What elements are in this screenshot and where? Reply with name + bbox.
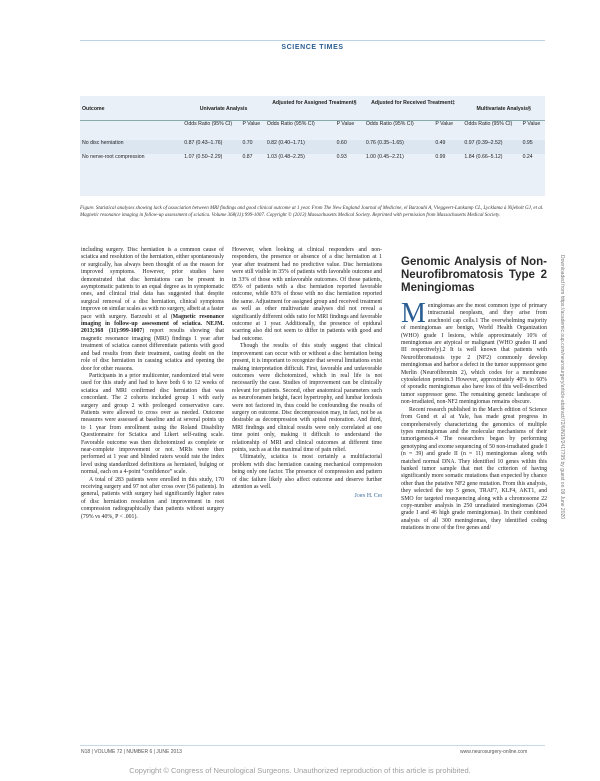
subheader-or: Odds Ratio (95% CI) — [464, 120, 513, 127]
cell-p: 0.93 — [336, 154, 347, 160]
col-header-received: Adjusted for Received Treatment‡ — [371, 100, 456, 106]
cell-p: 0.95 — [522, 140, 533, 146]
footer-rule — [80, 745, 545, 746]
row-outcome: No nerve-root compression — [82, 154, 145, 160]
cell-or: 1.03 (0.48–2.25) — [266, 154, 305, 160]
article-column-3 — [401, 256, 547, 533]
figure-caption: Figure. Statistical analyses showing lack of association between MRI findings and good clinical outcome at 1 year. From The New England Journal of Medicine, el Barzouhi A, Vleggeert-Lankamp CL, Lycklama à Nijeholt GJ, et al. Magnetic resonance imaging in follow-up assessment of sciatica. Volume 368(11):999-1007. Copyright © (2013) Massachusetts Medical Society. Reprinted with permission from Massachusetts Medical Society. — [80, 206, 544, 218]
cell-or: 0.76 (0.35–1.65) — [365, 140, 404, 146]
subheader-p: P Value — [242, 120, 261, 127]
paragraph — [401, 298, 547, 407]
copyright-notice: Copyright © Congress of Neurological Surgeons. Unauthorized reproduction of this article is prohibited. — [129, 766, 471, 775]
paragraph: Participants in a prior multicenter, randomized trial were used for this study and had to have both 6 to 12 weeks of sciatica and MRI confirmed disc herniation that was concordant. The 2 cohorts included group 1 with early surgery and group 2 with prolonged conservative care. Patients were allowed to cross over as needed. Outcome measures were assessed at baseline and at several points up to 1 year from enrollment using the Roland Disability Questionnaire for Sciatica and Likert self-rating scale. Favorable outcome was then dichotomized as complete or near-complete improvement or not. MRIs were then performed at 1 year and blinded raters would rate the index level using standardized definitions as herniated, bulging or normal, each on a 4-point “confidence” scale. — [81, 372, 224, 476]
paragraph: However, when looking at clinical responders and non-responders, the presence or absence of a disc herniation at 1 year after treatment had no predictive value. Disc herniations were still visible in 35% of patients with favorable outcome and in 33% of those with unfavorable outcomes. Of those patients, 85% of patients with a disc herniation reported favorable outcome, while 83% of those with no disc herniation reported the same. Adjustment for assigned group and received treatment as well as other multivariate analyses did not reveal a significantly different odds ratio for MRI findings and favorable outcome at 1 year. Additionally, the presence of epidural scarring also did not seem to differ in patients with good and bad outcome. — [232, 247, 382, 342]
cell-or: 1.84 (0.66–5.12) — [464, 154, 503, 160]
subheader-p: P Value — [522, 120, 541, 127]
section-header: SCIENCE TIMES — [281, 44, 344, 51]
cell-or: 1.00 (0.45–2.21) — [365, 154, 404, 160]
subheader-or: Odds Ratio (95% CI) — [184, 120, 233, 127]
subheader-p: P Value — [435, 120, 454, 127]
article-column-2 — [232, 247, 382, 501]
paragraph-text: including surgery. Disc herniation is a common cause of sciatica and resolution of the herniation, either spontaneously or surgically, has always been thought of as the reason for improved symptoms. However, prior studies have demonstrated that disc herniations can be present in asymptomatic patients to an equal degree as in symptomatic ones, and clinical trial data has suggested that despite surgical removal of a disc herniation, clinical symptoms improve on similar scales as with no surgery, albeit at a faster pace with surgery. Barzouhi et al ( — [81, 247, 224, 320]
paragraph: Though the results of this study suggest that clinical improvement can occur with or without a disc herniation being present, it is important to recognize that several limitations exist making interpretation difficult. First, favorable and unfavorable outcomes were dichotomized, which in real life is not necessarily the case. Studies of improvement can be clinically relevant for patients. Second, other anatomical parameters such as neuroforamen height, facet hypertrophy, and lumbar lordosis were not factored in, thus could be confounding the results of surgery on outcome. Disc decompression may, in fact, not be as desirable as decompression with spinal restoration. And third, MRI findings and clinical results were only correlated at one time point only, making it difficult to understand the relationship of MRI and clinical outcomes at different time points, such as at the maximal time of pain relief. — [232, 343, 382, 453]
cell-or: 1.07 (0.50–2.29) — [184, 154, 223, 160]
footer-website-link[interactable]: www.neurosurgery-online.com — [460, 749, 528, 755]
col-header-outcome: Outcome — [82, 106, 105, 112]
subheader-or: Odds Ratio (95% CI) — [266, 120, 315, 127]
cell-p: 0.49 — [435, 140, 446, 146]
paragraph: Ultimately, sciatica is most certainly a multifactorial problem with disc herniation causing mechanical compression being only one factor. The presence of compression and pattern of disc failure likely also affect outcome and deserve further attention as well. — [232, 454, 382, 490]
table-row — [80, 154, 545, 168]
paragraph: A total of 283 patients were enrolled in this study, 170 receiving surgery and 97 not after cross over (56 patients). In general, patients with surgery had significantly higher rates of disc herniation resolution and improvement in root compression radiographically than patients without surgery (79% vs 40%, P < .001). — [81, 476, 224, 520]
drop-cap: M — [401, 298, 426, 329]
paragraph-text: ) report results showing that magnetic resonance imaging (MRI) findings 1 year after treatment of sciatica cannot differentiate patients with good and bad results from their treatment, casting doubt on the role of disc herniation in causing sciatica and opening the door for other reasons. — [81, 328, 225, 372]
col-header-multivariate: Multivariate Analysis§ — [476, 106, 531, 112]
download-note-text: Downloaded from https://academic.oup.com/neurosurgery/article-abstract/72/6/N18/2417795 by guest on 09 June 2020 — [559, 255, 565, 520]
cell-p: 0.60 — [336, 140, 347, 146]
col-header-univariate: Univariate Analysis — [199, 106, 248, 112]
download-watermark — [557, 255, 567, 595]
cell-or: 0.87 (0.43–1.76) — [184, 140, 223, 146]
citation-link[interactable]: Magnetic resonance imaging in follow-up assessment of sciatica. NEJM. 2013;368 (11):999-1007 — [81, 313, 224, 335]
subheader-p: P Value — [336, 120, 355, 127]
footer-issue: N18 | VOLUME 72 | NUMBER 6 | JUNE 2013 — [81, 749, 182, 755]
table-row — [80, 140, 545, 154]
cell-p: 0.70 — [242, 140, 253, 146]
col-header-assigned: Adjusted for Assigned Treatment§ — [272, 100, 357, 106]
cell-p: 0.99 — [435, 154, 446, 160]
cell-or: 0.82 (0.40–1.71) — [266, 140, 305, 146]
article-column-1 — [81, 247, 224, 521]
results-table — [80, 96, 545, 196]
paragraph — [81, 247, 224, 373]
author-signature: John H. Chi — [354, 493, 382, 500]
cell-p: 0.24 — [522, 154, 533, 160]
subheader-or: Odds Ratio (95% CI) — [365, 120, 414, 127]
cell-p: 0.87 — [242, 154, 253, 160]
paragraph-text: eningiomas are the most common type of primary intracranial neoplasm, and they arise from arachnoid cap cells.1 The overwhelming majority of meningiomas are benign, World Health Organization (WHO) grade I lesions, while approximately 10% of meningiomas are atypical or malignant (WHO grades II and III respectively).2 It is well known that patients with Neurofibromatosis type 2 (NF2) commonly develop meningiomas and harbor a defect in the tumor suppressor gene Merlin (Neurofibromin 2), which codes for a membrane cytoskeleton protein.3 However, approximately 40% to 60% of sporadic meningiomas also have loss of this well-described tumor suppressor gene. The remaining genetic landscape of non-irradiated, non-NF2 meningiomas remains obscure. — [401, 303, 547, 406]
cell-or: 0.97 (0.39–2.52) — [464, 140, 503, 146]
article-title: Genomic Analysis of Non-Neurofibromatosis Type 2 Meningiomas — [401, 256, 547, 294]
paragraph: Recent research published in the March edition of Science from Gund et al at Yale, has made great progress in comprehensively characterizing the genomics of multiple types meningiomas and the molecular mechanisms of their tumorigenesis.4 The researchers began by performing genotyping and exome sequencing of 50 non-irradiated grade I (n = 39) and grade II (n = 11) meningiomas along with matched normal DNA. They identified 10 genes within this banked tumor sample that met the criterion of having significantly more somatic mutations than expected by chance other than the putative NF2 gene mutation. From this analysis, they selected the top 5 genes, TRAF7, KLF4, AKT1, and SMO for targeted resequencing along with a chromosome 22 copy-number analysis in 250 unradiated meningiomas (204 grade I and 46 high grade meningiomas). In their combined analysis of all 300 meningiomas, they identified coding mutations in one of the five genes and/ — [401, 406, 547, 532]
row-outcome: No disc herniation — [82, 140, 124, 146]
